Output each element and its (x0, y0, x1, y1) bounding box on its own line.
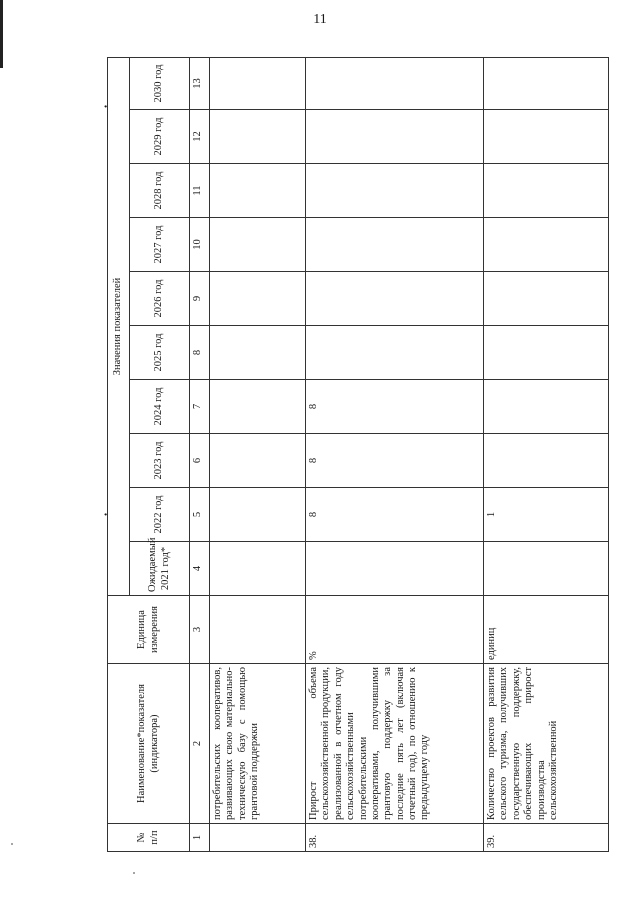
row-num (210, 824, 306, 852)
header-num: № п/п (108, 824, 190, 852)
indicators-table-container (101, 58, 608, 852)
row-value: 8 (306, 380, 484, 434)
row-unit: единиц (484, 596, 609, 664)
table-row (484, 58, 609, 852)
page-number: 11 (313, 12, 327, 27)
column-number: 7 (190, 380, 210, 434)
column-number: 4 (190, 542, 210, 596)
scan-dot (11, 843, 13, 845)
row-value (484, 58, 609, 110)
row-unit: % (306, 596, 484, 664)
row-value (484, 164, 609, 218)
column-number: 2 (190, 664, 210, 824)
row-value (210, 434, 306, 488)
column-number: 3 (190, 596, 210, 664)
row-value (210, 164, 306, 218)
column-number: 8 (190, 326, 210, 380)
row-value (484, 272, 609, 326)
row-value (306, 110, 484, 164)
table-row (210, 58, 306, 852)
row-value (210, 110, 306, 164)
row-num: 39. (484, 824, 609, 852)
row-value (210, 488, 306, 542)
row-value (306, 272, 484, 326)
scan-edge-mark (0, 0, 3, 68)
dot-mark: • (101, 104, 111, 108)
table-row (306, 58, 484, 852)
row-value (210, 326, 306, 380)
indicators-table (107, 57, 609, 852)
row-value (210, 542, 306, 596)
column-number: 10 (190, 218, 210, 272)
row-value (306, 58, 484, 110)
column-number: 6 (190, 434, 210, 488)
column-number: 1 (190, 824, 210, 852)
row-value (484, 380, 609, 434)
header-year: 2022 год (130, 488, 190, 542)
row-value (306, 164, 484, 218)
header-year: 2028 год (130, 164, 190, 218)
header-year: 2030 год (130, 58, 190, 110)
header-unit: Единица измерения (108, 596, 190, 664)
column-number: 5 (190, 488, 210, 542)
row-value (484, 434, 609, 488)
column-number: 13 (190, 58, 210, 110)
row-value: 8 (306, 488, 484, 542)
row-value (210, 58, 306, 110)
header-year: 2023 год (130, 434, 190, 488)
row-name: потребительских кооперативов, развивающих свою материально-техническую базу с помощью грантовой поддержки (210, 664, 306, 824)
row-value: 8 (306, 434, 484, 488)
row-value (306, 326, 484, 380)
header-year: 2025 год (130, 326, 190, 380)
scan-dot (133, 872, 135, 874)
row-value (210, 218, 306, 272)
header-values-group: Значения показателей (108, 58, 130, 596)
header-year: Ожидаемый 2021 год* (130, 542, 190, 596)
row-value (484, 326, 609, 380)
row-name: Количество проектов развития сельского туризма, получивших государственную поддержку, обеспечивающих прирост производства сельскохозяйственной (484, 664, 609, 824)
column-number: 12 (190, 110, 210, 164)
row-value (210, 380, 306, 434)
header-year: 2026 год (130, 272, 190, 326)
dot-mark: • (101, 512, 111, 516)
row-value (306, 218, 484, 272)
row-value (484, 110, 609, 164)
row-value (210, 272, 306, 326)
column-number: 9 (190, 272, 210, 326)
header-name: Наименование*показателя (индикатора) (108, 664, 190, 824)
row-value (484, 542, 609, 596)
row-name: Прирост объема сельскохозяйственной продукции, реализованной в отчетном году сельскохозяйственными потребительскими кооперативами, получившими грантовую поддержку за последние пять лет (включая отчетный год), по отношению к предыдущему году (306, 664, 484, 824)
header-year: 2024 год (130, 380, 190, 434)
row-unit (210, 596, 306, 664)
row-value: 1 (484, 488, 609, 542)
row-num: 38. (306, 824, 484, 852)
row-value (484, 218, 609, 272)
column-number: 11 (190, 164, 210, 218)
row-value (306, 542, 484, 596)
header-year: 2029 год (130, 110, 190, 164)
header-year: 2027 год (130, 218, 190, 272)
